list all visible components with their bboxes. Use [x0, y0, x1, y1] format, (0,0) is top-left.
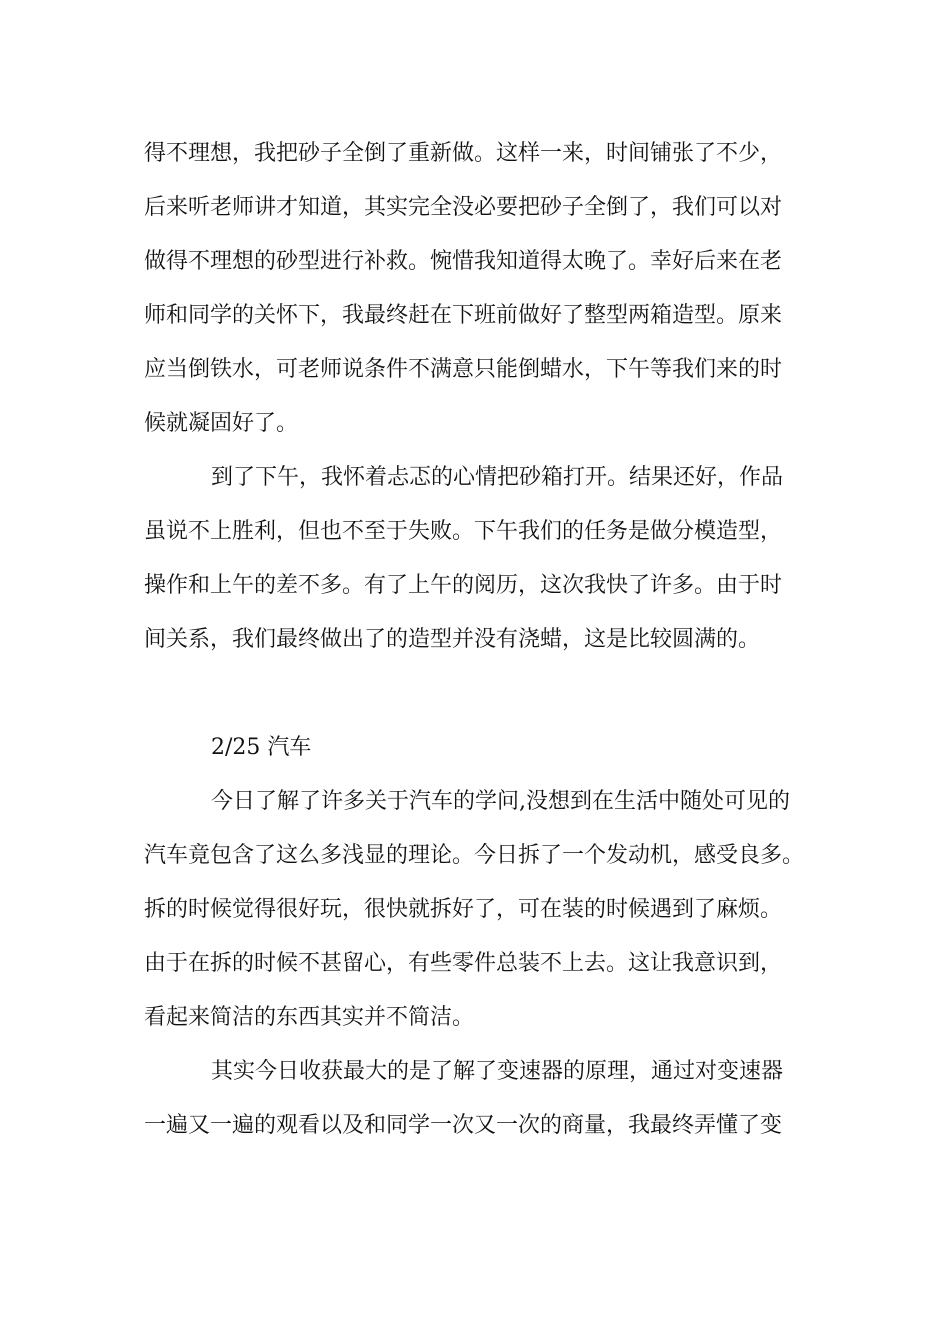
- paragraph-continued: [144, 127, 824, 451]
- text-line: 由于在拆的时候不甚留心，有些零件总装不上去。这让我意识到，: [144, 951, 783, 976]
- text-line: 其实今日收获最大的是了解了变速器的原理，通过对变速器: [211, 1059, 784, 1084]
- paragraph-car: [144, 775, 824, 1045]
- text-line: 看起来简洁的东西其实并不简洁。: [144, 1005, 475, 1030]
- paragraph-afternoon: [144, 451, 824, 667]
- text-line: 应当倒铁水，可老师说条件不满意只能倒蜡水，下午等我们来的时: [144, 357, 783, 382]
- text-line: 今日了解了许多关于汽车的学问,没想到在生活中随处可见的: [211, 789, 790, 814]
- document-body: [144, 127, 824, 1153]
- text-line: 间关系，我们最终做出了的造型并没有浇蜡，这是比较圆满的。: [144, 627, 761, 652]
- blank-line: [144, 667, 824, 721]
- text-line: 操作和上午的差不多。有了上午的阅历，这次我快了许多。由于时: [144, 573, 783, 598]
- text-line: 候就凝固好了。: [144, 411, 299, 436]
- section-heading: 2/25 汽车: [211, 735, 312, 760]
- text-line: 到了下午，我怀着忐忑的心情把砂箱打开。结果还好，作品: [211, 465, 784, 490]
- text-line: 得不理想，我把砂子全倒了重新做。这样一来，时间铺张了不少，: [144, 141, 783, 166]
- text-line: 拆的时候觉得很好玩，很快就拆好了，可在装的时候遇到了麻烦。: [144, 897, 783, 922]
- text-line: 师和同学的关怀下，我最终赶在下班前做好了整型两箱造型。原来: [144, 303, 783, 328]
- text-line: 一遍又一遍的观看以及和同学一次又一次的商量，我最终弄懂了变: [144, 1113, 783, 1138]
- text-line: 做得不理想的砂型进行补救。惋惜我知道得太晚了。幸好后来在老: [144, 249, 783, 274]
- paragraph-transmission: [144, 1045, 824, 1153]
- text-line: 汽车竟包含了这么多浅显的理论。今日拆了一个发动机，感受良多。: [144, 843, 805, 868]
- text-line: 后来听老师讲才知道，其实完全没必要把砂子全倒了，我们可以对: [144, 195, 783, 220]
- text-line: 虽说不上胜利，但也不至于失败。下午我们的任务是做分模造型，: [144, 519, 783, 544]
